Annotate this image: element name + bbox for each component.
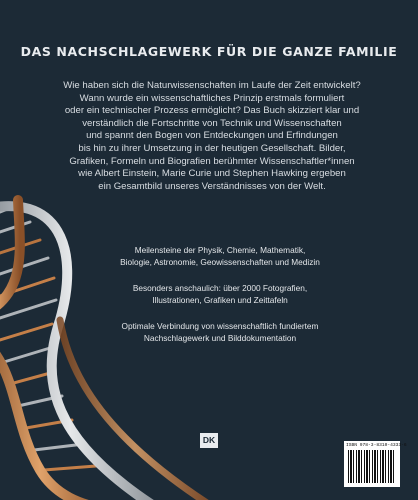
feature-item bbox=[92, 244, 348, 268]
cover-title: DAS NACHSCHLAGEWERK FÜR DIE GANZE FAMILIE bbox=[20, 44, 398, 59]
intro-line: Wann wurde ein wissenschaftliches Prinzip erstmals formuliert bbox=[79, 92, 345, 104]
intro-line: wie Albert Einstein, Marie Curie und Stephen Hawking ergeben bbox=[78, 168, 346, 180]
intro-line: bis hin zu ihrer Umsetzung in der heutigen Gesellschaft. Bilder, bbox=[78, 142, 346, 154]
intro-line: Wie haben sich die Naturwissenschaften im Laufe der Zeit entwickelt? bbox=[63, 80, 361, 91]
feature-line: Illustrationen, Grafiken und Zeittafeln bbox=[152, 295, 288, 305]
feature-line: Meilensteine der Physik, Chemie, Mathematik, bbox=[134, 245, 306, 255]
feature-line: Besonders anschaulich: über 2000 Fotografien, bbox=[132, 283, 308, 293]
intro-line: ein Gesamtbild unseres Verständnisses von der Welt. bbox=[98, 180, 326, 192]
intro-line: und spannt den Bogen von Entdeckungen und Erfindungen bbox=[86, 130, 338, 142]
intro-text bbox=[52, 80, 372, 193]
intro-line: verständlich die Fortschritte von Technik und Wissenschaften bbox=[82, 117, 342, 129]
isbn-text: ISBN 978-3-8310-4333-6 bbox=[346, 443, 407, 448]
feature-item bbox=[92, 282, 348, 306]
feature-line: Biologie, Astronomie, Geowissenschaften und Medizin bbox=[120, 257, 320, 267]
feature-list bbox=[92, 244, 348, 358]
barcode bbox=[344, 441, 407, 487]
barcode-bars bbox=[348, 450, 396, 483]
feature-line: Optimale Verbindung von wissenschaftlich fundiertem bbox=[121, 321, 319, 331]
intro-line: oder ein technischer Prozess ermöglicht? Das Buch skizziert klar und bbox=[64, 105, 360, 117]
feature-line: Nachschlagewerk und Bilddokumentation bbox=[143, 333, 297, 343]
feature-item bbox=[92, 320, 348, 344]
dk-logo: DK bbox=[200, 433, 218, 448]
intro-line: Grafiken, Formeln und Biografien berühmter Wissenschaftler*innen bbox=[69, 155, 355, 167]
